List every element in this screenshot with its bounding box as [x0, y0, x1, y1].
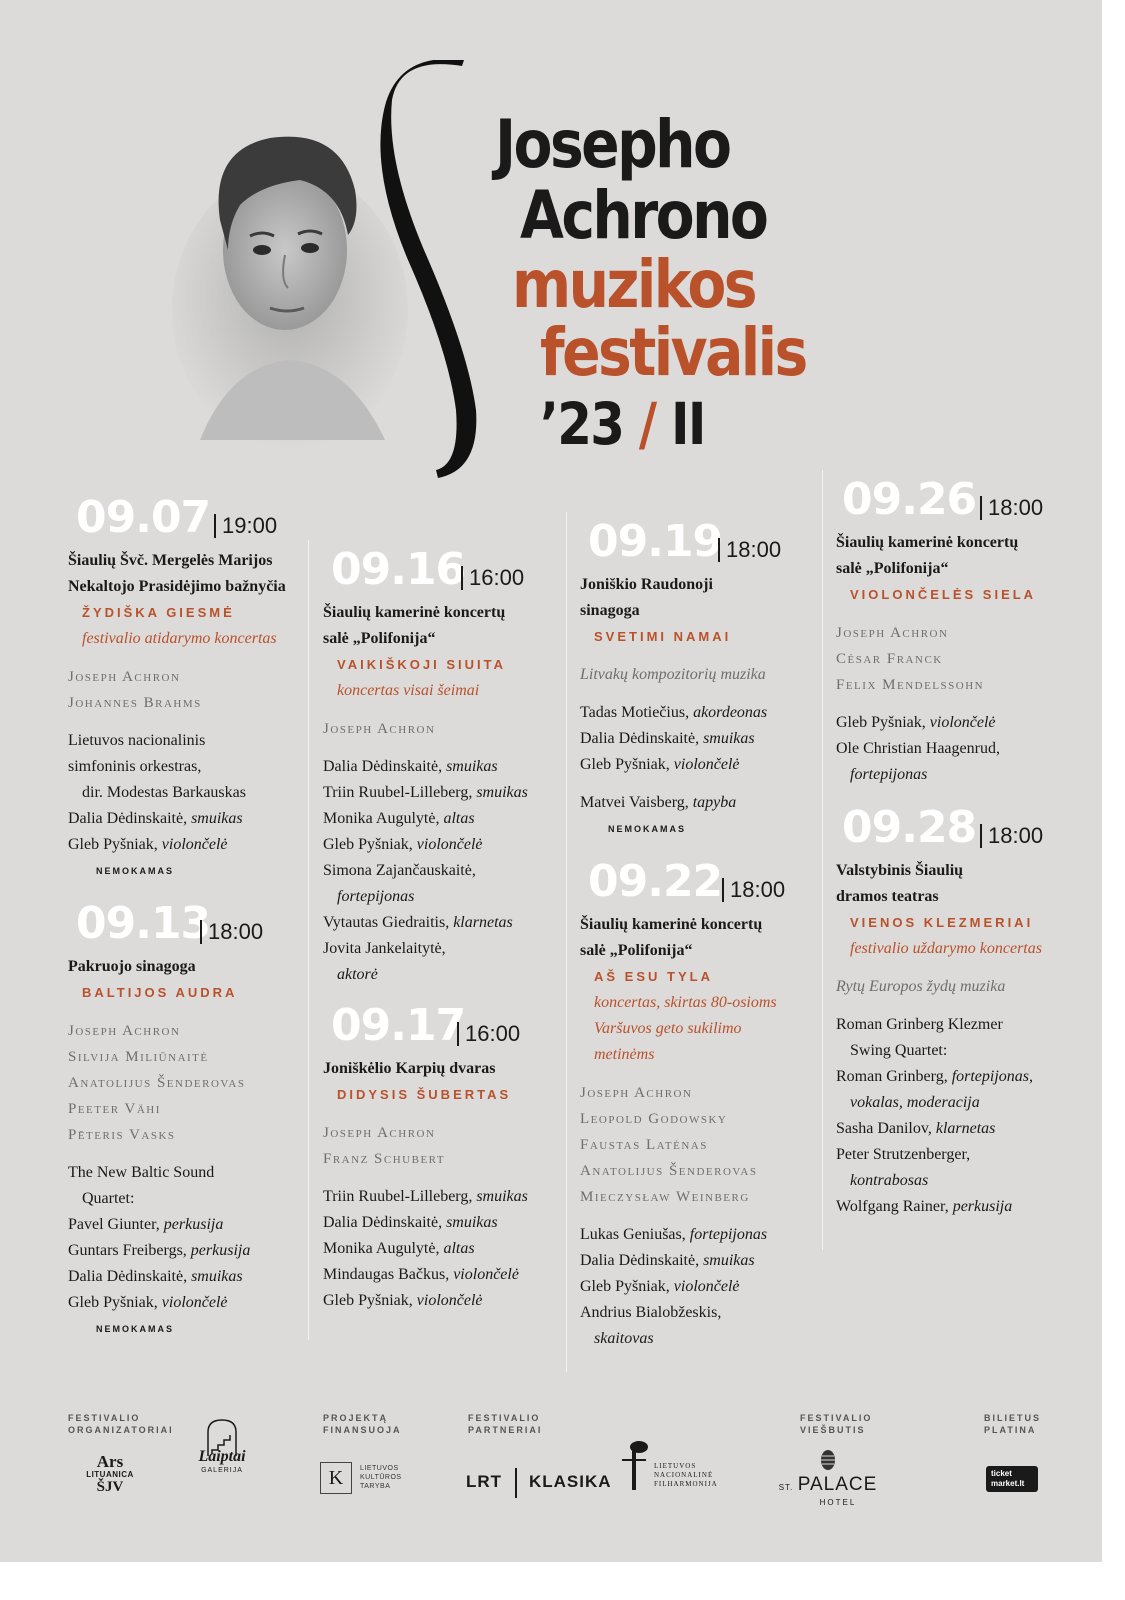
performer: Gleb Pyšniak, violončelė: [580, 1278, 740, 1295]
column-divider: [566, 512, 567, 1372]
performer: simfoninis orkestras,: [68, 758, 202, 775]
portrait-photo: [170, 110, 410, 450]
event-time: 19:00: [214, 514, 277, 538]
event-0916: [323, 540, 563, 988]
composer: Mieczysław Weinberg: [580, 1189, 750, 1205]
event-0919: [580, 512, 820, 842]
event-date: 09.26: [842, 474, 977, 525]
column-3: [580, 512, 820, 1352]
year-slash: /: [638, 390, 656, 458]
venue-line: salė „Polifonija“: [323, 630, 436, 647]
event-date-row: [323, 996, 563, 1051]
performer: Dalia Dėdinskaitė, smuikas: [323, 1214, 498, 1231]
ticket-market-logo: ticket market.lt: [986, 1466, 1038, 1492]
edition-text: II: [671, 390, 705, 458]
performer: Lietuvos nacionalinis: [68, 732, 206, 749]
composer: Pēteris Vasks: [68, 1127, 176, 1143]
st-palace-hotel-logo: ST. PALACE HOTEL: [770, 1448, 886, 1508]
event-program: ŽYDIŠKA GIESMĖ: [82, 605, 235, 620]
venue-line: Šiaulių Švč. Mergelės Marijos: [68, 552, 273, 569]
event-time: 18:00: [980, 496, 1043, 520]
event-date-row: [323, 540, 563, 595]
event-program: VAIKIŠKOJI SIUITA: [337, 657, 506, 672]
poster: Josepho Achrono muzikos festivalis ’23 / II 09.07 19:00 Šiaulių Švč. Mergelės Marijos Nekaltojo Prasidėjimo bažnyčia ŽYDIŠKA GIESMĖ festivalio atidarymo koncertas Joseph Achron Johannes Brahms Lietuvos nacionalinis simfoninis orkestras, dir. Modestas Barkauskas Dalia Dėdinskaitė, smuikas Gleb Pyšniak, violončelė NEMOKAMAS 09.13 18:00 Pakruojo sinagoga BALTIJOS AUDRA Joseph Achron Silvija Miliūnaitė Anatolijus Šenderovas Peeter Vähi Pēteris Vasks The New Baltic Sound Quartet: Pavel Giunter, perkusija Guntars Freibergs, perkusija Dalia Dėdinskaitė, smuikas Gleb Pyšniak, violončelė NEMOKAMAS 09.16 16:00 Šiaulių kamerinė koncertų salė „Polifonija“ VAIKIŠKOJI SIUITA koncertas visai šeimai Joseph Achron Dalia Dėdinskaitė, smuikas Triin Ruubel-Lilleberg, smuikas Monika Augulytė, altas Gleb Pyšniak, violončelė Simona Zajančauskaitė, fortepijonas Vytautas Giedraitis, klarnetas Jovita Jankelaitytė, aktorė 09.17 16:00 Joniškėlio Karpių dvaras DIDYSIS ŠUBERTAS Joseph Achron Franz Schubert Triin Ruubel-Lilleberg, smuikas Dalia Dėdinskaitė, smuikas Monika Augulytė, altas Mindaugas Bačkus, violončelė Gleb Pyšniak, violončelė 09.19 18:00 Joniškio Raudonoji sinagoga SVETIMI NAMAI Litvakų kompozitorių muzika Tadas Motiečius, akordeonas Dalia Dėdinskaitė, smuikas Gleb Pyšniak, violončelė Matvei Vaisberg, tapyba NEMOKAMAS 09.22 18:00 Šiaulių kamerinė koncertų salė „Polifonija“ AŠ ESU TYLA koncertas, skirtas 80-osioms Varšuvos geto sukilimo metinėms Joseph Achron Leopold Godowsky Faustas Latėnas Anatolijus Šenderovas Mieczysław Weinberg Lukas Geniušas, fortepijonas Dalia Dėdinskaitė, smuikas Gleb Pyšniak, violončelė Andrius Bialobžeskis, skaitovas 09.26 18:00 Šiaulių kamerinė koncertų salė „Polifonija“ VIOLONČELĖS SIELA Joseph Achron César Franck Felix Mendelssohn Gleb Pyšniak, violončelė Ole Christian Haagenrud, fortepijonas 09.28 18:00 Valstybinis Šiaulių dramos teatras VIENOS KLEZMERIAI festivalio uždarymo koncertas Rytų Europos žydų muzika Roman Grinberg Klezmer Swing Quartet: Roman Grinberg, fortepijonas, vokalas, moderacija Sasha Danilov, klarnetas Peter Strutzenberger, kontrabosas Wolfgang Rainer, perkusija FESTIVALIO ORGANIZATORIAI PROJEKTĄ FINANSUOJA FESTIVALIO PARTNERIAI FESTIVALIO VIEŠBUTIS BILIETUS PLATINA Ars LITUANICA ŠJV Laiptai GALERIJA K LIETUVOS KULTŪROS TARYBA LRT KLASIKA LIETUVOS NACIONALINĖ FILHARMONIJA ST. PALACE HOTEL ticket market.lt: [0, 0, 1102, 1562]
performer: Roman Grinberg Klezmer: [836, 1016, 1003, 1033]
event-program: DIDYSIS ŠUBERTAS: [337, 1087, 512, 1102]
event-time: 16:00: [461, 566, 524, 590]
performer: Gleb Pyšniak, violončelė: [580, 756, 740, 773]
title-line1: Josepho: [495, 106, 730, 183]
event-date: 09.17: [331, 1000, 466, 1051]
event-program: SVETIMI NAMAI: [594, 629, 732, 644]
event-venue: [68, 954, 308, 980]
column-2: [323, 540, 563, 1314]
venue-line: Šiaulių kamerinė koncertų: [580, 916, 763, 933]
composer: Joseph Achron: [580, 1085, 693, 1101]
performer: Tadas Motiečius, akordeonas: [580, 704, 768, 721]
event-program: BALTIJOS AUDRA: [82, 985, 238, 1000]
event-venue: [68, 548, 308, 600]
composer: Joseph Achron: [68, 1023, 181, 1039]
event-venue: [836, 530, 1086, 582]
venue-line: salė „Polifonija“: [836, 560, 949, 577]
composer: Anatolijus Šenderovas: [68, 1075, 246, 1091]
performer: Matvei Vaisberg, tapyba: [580, 794, 737, 811]
performer: kontrabosas: [850, 1172, 929, 1189]
event-program: AŠ ESU TYLA: [594, 969, 713, 984]
composer: Leopold Godowsky: [580, 1111, 728, 1127]
venue-line: salė „Polifonija“: [580, 942, 693, 959]
column-divider: [308, 540, 309, 1340]
event-time: 18:00: [200, 920, 263, 944]
performer: Gleb Pyšniak, violončelė: [68, 836, 228, 853]
event-date-row: [836, 798, 1086, 853]
organizers-label: FESTIVALIO ORGANIZATORIAI: [68, 1413, 174, 1435]
composer: Faustas Latėnas: [580, 1137, 708, 1153]
event-date: 09.22: [588, 856, 723, 907]
performer: Pavel Giunter, perkusija: [68, 1216, 224, 1233]
event-venue: [323, 600, 563, 652]
venue-line: sinagoga: [580, 602, 640, 619]
performer: skaitovas: [594, 1330, 654, 1347]
ars-lituanica-logo: Ars LITUANICA ŠJV: [86, 1452, 134, 1495]
performer: The New Baltic Sound: [68, 1164, 215, 1181]
event-date-row: [836, 470, 1086, 525]
composer: Franz Schubert: [323, 1151, 446, 1167]
performer: Gleb Pyšniak, violončelė: [323, 836, 483, 853]
free-badge: NEMOKAMAS: [96, 866, 174, 876]
performer: Triin Ruubel-Lilleberg, smuikas: [323, 784, 528, 801]
event-date: 09.19: [588, 516, 723, 567]
title-line3: muzikos: [512, 246, 755, 323]
venue-line: Valstybinis Šiaulių: [836, 862, 964, 879]
composer: Joseph Achron: [68, 669, 181, 685]
performer: fortepijonas: [337, 888, 415, 905]
column-1: [68, 488, 308, 1342]
composer: Felix Mendelssohn: [836, 677, 985, 693]
performer: Roman Grinberg, fortepijonas,: [836, 1068, 1034, 1085]
performer: Ole Christian Haagenrud,: [836, 740, 1000, 757]
event-subtitle: Varšuvos geto sukilimo: [594, 1020, 742, 1037]
free-badge: NEMOKAMAS: [608, 824, 686, 834]
tickets-label: BILIETUS PLATINA: [984, 1413, 1042, 1435]
title-line2: Achrono: [520, 177, 767, 254]
free-badge: NEMOKAMAS: [96, 1324, 174, 1334]
performer: Lukas Geniušas, fortepijonas: [580, 1226, 768, 1243]
event-venue: [836, 858, 1086, 910]
event-program: VIOLONČELĖS SIELA: [850, 587, 1037, 602]
composer: Anatolijus Šenderovas: [580, 1163, 758, 1179]
event-date: 09.16: [331, 544, 466, 595]
performer: fortepijonas: [850, 766, 928, 783]
performer: Monika Augulytė, altas: [323, 810, 475, 827]
event-date: 09.28: [842, 802, 977, 853]
pinecone-icon: [818, 1448, 838, 1472]
event-date-row: [580, 512, 820, 567]
venue-line: Joniškėlio Karpių dvaras: [323, 1060, 496, 1077]
note-icon: [620, 1440, 650, 1492]
event-time: 16:00: [457, 1022, 520, 1046]
performer: aktorė: [337, 966, 378, 983]
performer: dir. Modestas Barkauskas: [82, 784, 246, 801]
event-time: 18:00: [980, 824, 1043, 848]
title-line4: festivalis: [540, 314, 806, 391]
event-venue: [323, 1056, 563, 1082]
performer: Dalia Dėdinskaitė, smuikas: [68, 1268, 243, 1285]
event-subtitle: festivalio atidarymo koncertas: [82, 630, 277, 647]
performer: Dalia Dėdinskaitė, smuikas: [68, 810, 243, 827]
event-date: 09.07: [76, 492, 211, 543]
performer: Gleb Pyšniak, violončelė: [68, 1294, 228, 1311]
venue-line: Šiaulių kamerinė koncertų: [836, 534, 1019, 551]
laiptai-gallery-logo: Laiptai GALERIJA: [190, 1418, 254, 1477]
performer: Dalia Dėdinskaitė, smuikas: [580, 1252, 755, 1269]
composer: César Franck: [836, 651, 943, 667]
event-subtitle: koncertas, skirtas 80-osioms: [594, 994, 777, 1011]
performer: Swing Quartet:: [850, 1042, 948, 1059]
title-year: [540, 390, 705, 458]
event-note: Litvakų kompozitorių muzika: [580, 666, 766, 683]
performer: Peter Strutzenberger,: [836, 1146, 971, 1163]
performer: Vytautas Giedraitis, klarnetas: [323, 914, 513, 931]
composer: Silvija Miliūnaitė: [68, 1049, 209, 1065]
performer: Sasha Danilov, klarnetas: [836, 1120, 996, 1137]
year-text: ’23: [540, 390, 624, 458]
event-0928: [836, 798, 1086, 1220]
venue-line: Nekaltojo Prasidėjimo bažnyčia: [68, 578, 286, 595]
column-4: [836, 470, 1086, 1220]
performer: Dalia Dėdinskaitė, smuikas: [323, 758, 498, 775]
event-0926: [836, 470, 1086, 788]
event-date-row: [68, 894, 308, 949]
event-subtitle: koncertas visai šeimai: [337, 682, 480, 699]
lrt-klasika-logo: LRT KLASIKA: [466, 1468, 612, 1498]
performer: Monika Augulytė, altas: [323, 1240, 475, 1257]
event-time: 18:00: [722, 878, 785, 902]
performer: Dalia Dėdinskaitė, smuikas: [580, 730, 755, 747]
event-venue: [580, 912, 820, 964]
performer: Simona Zajančauskaitė,: [323, 862, 476, 879]
event-0907: [68, 488, 308, 884]
performer: Jovita Jankelaitytė,: [323, 940, 446, 957]
column-divider: [822, 470, 823, 1250]
hotel-label: FESTIVALIO VIEŠBUTIS: [800, 1413, 873, 1435]
venue-line: Šiaulių kamerinė koncertų: [323, 604, 506, 621]
performer: Quartet:: [82, 1190, 135, 1207]
performer: Andrius Bialobžeskis,: [580, 1304, 722, 1321]
composer: Joseph Achron: [323, 721, 436, 737]
venue-line: Pakruojo sinagoga: [68, 958, 196, 975]
event-0913: [68, 894, 308, 1342]
event-time: 18:00: [718, 538, 781, 562]
funding-label: PROJEKTĄ FINANSUOJA: [323, 1413, 402, 1435]
event-date-row: [580, 852, 820, 907]
venue-line: Joniškio Raudonoji: [580, 576, 713, 593]
performer: Gleb Pyšniak, violončelė: [836, 714, 996, 731]
composer: Peeter Vähi: [68, 1101, 161, 1117]
event-0922: [580, 852, 820, 1352]
event-program: VIENOS KLEZMERIAI: [850, 915, 1034, 930]
event-subtitle: festivalio uždarymo koncertas: [850, 940, 1042, 957]
composer: Joseph Achron: [836, 625, 949, 641]
venue-line: dramos teatras: [836, 888, 939, 905]
event-venue: [580, 572, 820, 624]
event-subtitle: metinėms: [594, 1046, 655, 1063]
composer: Joseph Achron: [323, 1125, 436, 1141]
performer: Guntars Freibergs, perkusija: [68, 1242, 251, 1259]
composer: Johannes Brahms: [68, 695, 202, 711]
performer: Mindaugas Bačkus, violončelė: [323, 1266, 519, 1283]
event-0917: [323, 996, 563, 1314]
k-mark-icon: K: [320, 1462, 352, 1494]
event-date-row: [68, 488, 308, 543]
performer: Triin Ruubel-Lilleberg, smuikas: [323, 1188, 528, 1205]
event-date: 09.13: [76, 898, 211, 949]
event-note: Rytų Europos žydų muzika: [836, 978, 1006, 995]
partners-label: FESTIVALIO PARTNERIAI: [468, 1413, 543, 1435]
performer: Gleb Pyšniak, violončelė: [323, 1292, 483, 1309]
performer: Wolfgang Rainer, perkusija: [836, 1198, 1013, 1215]
performer: vokalas, moderacija: [850, 1094, 980, 1111]
